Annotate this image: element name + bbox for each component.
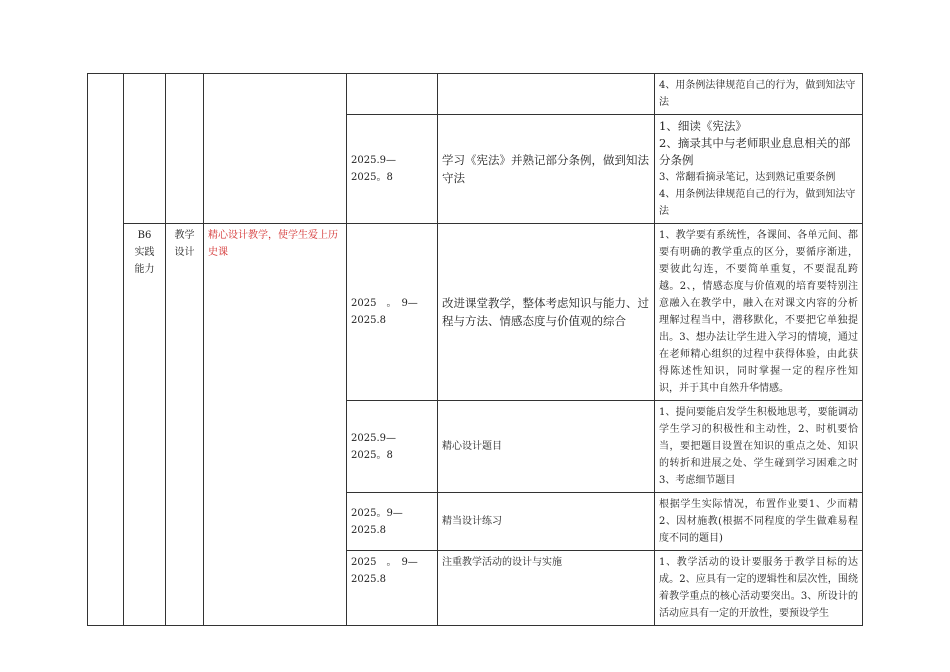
steps-cell <box>655 115 863 224</box>
date-cell <box>347 115 438 224</box>
date-line-1: 2025 。 9— <box>351 557 418 568</box>
task-cell: 精心设计题目 <box>438 401 655 493</box>
date-line-1: 2025 。 9— <box>351 298 418 309</box>
section-code: B6 <box>137 230 152 241</box>
date-cell <box>347 401 438 493</box>
section-name-line-1: 实践 <box>134 247 155 258</box>
date-cell: 2025。9—2025.8 <box>347 493 438 551</box>
date-line-2: 2025.8 <box>351 574 386 585</box>
date-line-1: 2025.9— <box>351 432 396 444</box>
steps-cell: 1、教学要有系统性，各课间、各单元间、都要有明确的教学重点的区分，要循序渐进，要彼此勾连，不要简单重复，不要混乱跨越。2、，情感态度与价值观的培育要特别注意融入在教学中，融入在对课文内容的分析理解过程当中，潜移默化，不要把它单独提出。3、想办法让学生进入学习的情境，通过在老师精心组织的过程中获得体验，由此获得陈述性知识，同时掌握一定的程序性知识，并于其中自然升华情感。 <box>655 224 863 401</box>
steps-cell: 1、教学活动的设计要服务于教学目标的达成。2、应具有一定的逻辑性和层次性，围绕着教学重点的核心活动要突出。3、所设计的活动应具有一定的开放性，要预设学生 <box>655 551 863 626</box>
step-item: 4、用条例法律规范自己的行为，做到知法守法 <box>659 189 856 217</box>
section-name-line-2: 能力 <box>134 264 155 275</box>
goal-cell: 精心设计教学，使学生爱上历史课 <box>204 224 347 626</box>
category-cell-top <box>166 74 204 224</box>
table-row <box>88 74 863 115</box>
steps-cell: 1、提问要能启发学生积极地思考，要能调动学生学习的积极性和主动性，2、时机要恰当，要把题目设置在知识的重点之处、知识的转折和进展之处、学生碰到学习困难之时3、考虑细节题目 <box>655 401 863 493</box>
category-line-1: 教学 <box>174 230 195 241</box>
task-cell: 精当设计练习 <box>438 493 655 551</box>
date-cell <box>347 224 438 401</box>
steps-cell: 根据学生实际情况，布置作业要1、少而精2、因材施教(根据不同程度的学生做难易程度不同的题目) <box>655 493 863 551</box>
section-code-cell-top <box>124 74 166 224</box>
plan-table <box>87 73 863 626</box>
table-row <box>88 224 863 401</box>
category-cell <box>166 224 204 626</box>
goal-cell-top <box>204 74 347 224</box>
step-item: 3、常翻看摘录笔记，达到熟记重要条例 <box>659 172 836 183</box>
task-cell: 改进课堂教学，整体考虑知识与能力、过程与方法、情感态度与价值观的综合 <box>438 224 655 401</box>
steps-cell <box>655 74 863 115</box>
step-item: 2、摘录其中与老师职业息息相关的部分条例 <box>659 136 851 167</box>
step-item: 4、用条例法律规范自己的行为，做到知法守法 <box>659 80 856 108</box>
date-cell <box>347 74 438 115</box>
date-line-1: 2025.9— <box>351 155 396 166</box>
date-line-2: 2025.8 <box>351 315 386 326</box>
task-cell <box>438 74 655 115</box>
task-cell: 学习《宪法》并熟记部分条例，做到知法守法 <box>438 115 655 224</box>
step-item: 1、细读《宪法》 <box>659 119 747 133</box>
date-line-2: 2025。8 <box>351 449 393 461</box>
category-line-2: 设计 <box>174 247 195 258</box>
blank-column-cell <box>88 74 124 626</box>
date-cell <box>347 551 438 626</box>
task-cell: 注重教学活动的设计与实施 <box>438 551 655 626</box>
date-line-2: 2025。8 <box>351 172 393 183</box>
section-code-cell <box>124 224 166 626</box>
